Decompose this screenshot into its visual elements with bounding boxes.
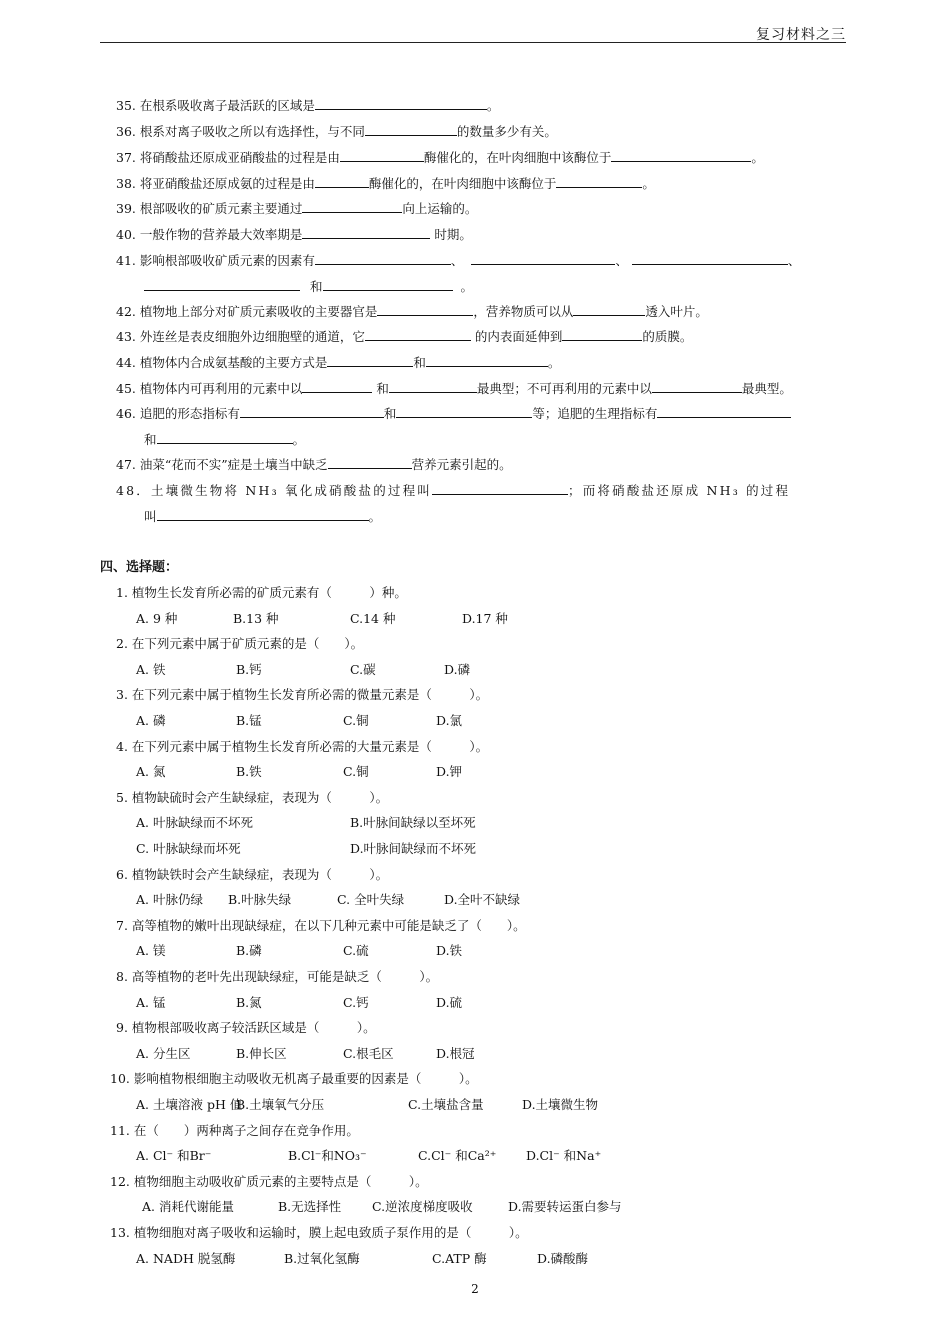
question-48-cont	[144, 507, 381, 525]
choice-question-12: 12. 植物细胞主动吸收矿质元素的主要特点是（ ）。	[110, 1173, 428, 1189]
choice-question-3: 3. 在下列元素中属于植物生长发育所必需的微量元素是（ ）。	[116, 687, 489, 703]
q43-text: 43. 外连丝是表皮细胞外边细胞壁的通道，它	[116, 329, 365, 344]
answer-blank	[365, 123, 457, 136]
option-a[interactable]: A. 分生区	[136, 1045, 191, 1061]
option-b[interactable]: B.锰	[236, 713, 262, 728]
answer-blank	[315, 175, 369, 188]
choice-question-9: 9. 植物根部吸收离子较活跃区域是（ ）。	[116, 1020, 376, 1036]
q38-mid: 酶催化的，在叶肉细胞中该酶位于	[368, 176, 557, 191]
option-d[interactable]: D.磷	[444, 661, 471, 677]
q39-text: 39. 根部吸收的矿质元素主要通过	[116, 201, 303, 216]
option-b[interactable]: B.铁	[236, 764, 262, 780]
q37-mid: 酶催化的，在叶肉细胞中该酶位于	[423, 150, 612, 165]
answer-blank	[365, 328, 471, 341]
q35-text: 35. 在根系吸收离子最活跃的区域是	[116, 98, 315, 113]
option-a[interactable]: A. 叶脉缺绿而不坏死	[136, 815, 253, 831]
q41-end: 。	[460, 279, 474, 294]
answer-blank	[562, 328, 642, 341]
option-a[interactable]: A. 铁	[136, 661, 166, 677]
question-40	[116, 225, 472, 243]
q45-end: 最典型。	[741, 381, 792, 396]
question-45	[116, 379, 792, 397]
question-36	[116, 122, 557, 140]
option-b[interactable]: B.过氧化氢酶	[284, 1250, 360, 1266]
q43-end: 的质膜。	[642, 329, 693, 344]
page-number: 2	[471, 1282, 479, 1296]
q48-end: 。	[368, 509, 382, 524]
q42-mid: ，营养物质可以从	[473, 304, 574, 319]
option-d[interactable]: D.硫	[436, 994, 463, 1010]
question-47	[116, 455, 512, 473]
choice-question-2: 2. 在下列元素中属于矿质元素的是（ ）。	[116, 636, 364, 652]
question-41-cont	[144, 277, 473, 295]
option-d[interactable]: D.土壤微生物	[522, 1097, 599, 1112]
option-c[interactable]: C.土壤盐含量	[408, 1097, 484, 1112]
option-d[interactable]: D.钾	[436, 764, 463, 780]
answer-blank	[302, 380, 372, 393]
answer-blank	[323, 278, 453, 291]
q44-end: 。	[547, 355, 561, 370]
option-c[interactable]: C.钙	[343, 994, 369, 1010]
q47-text: 47. 油菜“花而不实”症是土壤当中缺乏	[116, 457, 328, 472]
answer-blank	[157, 431, 293, 444]
q43-mid: 的内表面延伸到	[470, 329, 563, 344]
q46-end: 。	[292, 432, 306, 447]
q44-text: 44. 植物体内合成氨基酸的主要方式是	[116, 355, 328, 370]
option-d[interactable]: D.根冠	[436, 1045, 475, 1061]
option-a[interactable]: A. 消耗代谢能量	[142, 1199, 234, 1215]
option-b[interactable]: B.叶脉失绿	[228, 892, 292, 908]
answer-blank	[611, 149, 751, 162]
option-a[interactable]: A. 氮	[136, 764, 166, 780]
q40-text: 40. 一般作物的营养最大效率期是	[116, 227, 303, 242]
option-d[interactable]: D.叶脉间缺绿而不坏死	[350, 841, 477, 856]
question-37	[116, 148, 764, 166]
choice-question-11: 11. 在（ ）两种离子之间存在竞争作用。	[110, 1122, 359, 1138]
option-b[interactable]: B.伸长区	[236, 1045, 287, 1061]
option-b[interactable]: B.磷	[236, 943, 262, 959]
answer-blank	[556, 175, 642, 188]
option-a[interactable]: A. 9 种	[136, 610, 178, 626]
q40-end: 时期。	[430, 227, 472, 242]
question-46	[116, 404, 791, 422]
answer-blank	[315, 252, 451, 265]
option-c[interactable]: C.14 种	[350, 610, 396, 626]
option-d[interactable]: D.铁	[436, 943, 463, 959]
option-d[interactable]: D.全叶不缺绿	[444, 892, 521, 908]
running-header: 复习材料之三	[756, 27, 846, 43]
option-a[interactable]: A. 磷	[136, 713, 166, 728]
question-46-cont	[144, 430, 305, 448]
choice-question-5: 5. 植物缺硫时会产生缺绿症，表现为（ ）。	[116, 789, 389, 805]
q42-text: 42. 植物地上部分对矿质元素吸收的主要器官是	[116, 304, 378, 319]
choice-question-7: 7. 高等植物的嫩叶出现缺绿症，在以下几种元素中可能是缺乏了（ ）。	[116, 917, 526, 933]
q46-mid: 等；追肥的生理指标有	[532, 406, 658, 421]
option-a[interactable]: A. 镁	[136, 943, 166, 959]
choice-question-8: 8. 高等植物的老叶先出现缺绿症，可能是缺乏（ ）。	[116, 969, 439, 984]
q37-end: 。	[751, 150, 764, 165]
choice-question-6: 6. 植物缺铁时会产生缺绿症，表现为（ ）。	[116, 866, 389, 882]
option-d[interactable]: D.Cl⁻ 和Na⁺	[526, 1148, 602, 1164]
answer-blank	[327, 354, 413, 367]
choice-question-10: 10. 影响植物根细胞主动吸收无机离子最重要的因素是（ ）。	[110, 1071, 478, 1087]
option-b[interactable]: B.无选择性	[278, 1199, 342, 1215]
answer-blank	[302, 226, 430, 239]
q48-cont-text: 叫	[144, 509, 157, 524]
answer-blank	[389, 380, 477, 393]
q36-end: 的数量多少有关。	[456, 124, 557, 139]
option-b[interactable]: B.土壤氧气分压	[236, 1097, 325, 1112]
option-c[interactable]: C.ATP 酶	[432, 1250, 487, 1266]
answer-blank	[340, 149, 424, 162]
answer-blank	[396, 405, 532, 418]
option-a[interactable]: A. 锰	[136, 994, 166, 1010]
option-b[interactable]: B.13 种	[233, 610, 279, 626]
option-a[interactable]: A. Cl⁻ 和Br⁻	[136, 1148, 212, 1164]
option-b[interactable]: B.Cl⁻和NO₃⁻	[288, 1148, 367, 1164]
q37-text: 37. 将硝酸盐还原成亚硝酸盐的过程是由	[116, 150, 340, 165]
choice-question-4: 4. 在下列元素中属于植物生长发育所必需的大量元素是（ ）。	[116, 738, 489, 754]
question-44	[116, 353, 560, 371]
option-a[interactable]: A. 土壤溶液 pH 值	[136, 1097, 243, 1112]
question-48	[116, 481, 790, 499]
answer-blank	[302, 200, 402, 213]
answer-blank	[432, 482, 568, 495]
q36-text: 36. 根系对离子吸收之所以有选择性，与不同	[116, 124, 365, 139]
question-35	[116, 96, 499, 114]
q39-end: 向上运输的。	[402, 201, 478, 216]
q46-text: 46. 追肥的形态指标有	[116, 406, 240, 421]
q35-end: 。	[486, 98, 500, 113]
answer-blank	[573, 303, 645, 316]
section-title: 四、选择题：	[100, 560, 179, 575]
choice-question-1: 1. 植物生长发育所必需的矿质元素有（ ）种。	[116, 585, 407, 600]
question-42	[116, 302, 708, 320]
answer-blank	[144, 278, 300, 291]
q47-end: 营养元素引起的。	[411, 457, 512, 472]
option-c[interactable]: C.Cl⁻ 和Ca²⁺	[418, 1148, 497, 1164]
q45-mid1: 和	[372, 381, 389, 396]
q48-mid: ；而将硝酸盐还原成 NH₃ 的过程	[568, 483, 791, 498]
question-39	[116, 199, 477, 217]
header-rule	[100, 42, 846, 43]
q45-mid2: 最典型；不可再利用的元素中以	[476, 381, 652, 396]
option-c[interactable]: C.逆浓度梯度吸收	[372, 1199, 473, 1215]
q45-text: 45. 植物体内可再利用的元素中以	[116, 381, 303, 396]
question-38	[116, 174, 655, 192]
answer-blank	[328, 456, 412, 469]
option-b[interactable]: B.氮	[236, 994, 262, 1010]
answer-blank	[377, 303, 473, 316]
option-a[interactable]: A. NADH 脱氢酶	[136, 1250, 236, 1266]
answer-blank	[315, 97, 487, 110]
option-c[interactable]: C.硫	[343, 943, 369, 959]
q46-and2: 和	[144, 432, 157, 447]
choice-question-13: 13. 植物细胞对离子吸收和运输时，膜上起电致质子泵作用的是（ ）。	[110, 1225, 528, 1240]
option-d[interactable]: D.氯	[436, 713, 463, 728]
q38-end: 。	[642, 176, 655, 191]
option-d[interactable]: D.磷酸酶	[537, 1250, 589, 1266]
q46-and: 和	[383, 406, 397, 421]
question-43	[116, 327, 692, 345]
answer-blank	[632, 252, 788, 265]
q41-text: 41. 影响根部吸收矿质元素的因素有	[116, 253, 315, 268]
answer-blank	[652, 380, 742, 393]
option-c[interactable]: C.铜	[343, 713, 369, 728]
option-c[interactable]: C.根毛区	[343, 1045, 394, 1061]
option-b[interactable]: B.钙	[236, 661, 262, 677]
option-c[interactable]: C. 叶脉缺绿而坏死	[136, 841, 241, 856]
q41-sep: 、	[787, 253, 801, 268]
option-a[interactable]: A. 叶脉仍绿	[136, 892, 203, 908]
answer-blank	[240, 405, 384, 418]
option-c[interactable]: C. 全叶失绿	[337, 892, 405, 908]
q38-text: 38. 将亚硝酸盐还原成氨的过程是由	[116, 176, 315, 191]
option-d[interactable]: D.需要转运蛋白参与	[508, 1199, 622, 1215]
answer-blank	[157, 508, 369, 521]
q44-mid: 和	[413, 355, 426, 370]
q41-and: 和	[310, 279, 323, 294]
answer-blank	[426, 354, 548, 367]
q41-sep: 、	[450, 253, 464, 268]
answer-blank	[471, 252, 615, 265]
option-c[interactable]: C.铜	[343, 764, 369, 780]
q41-sep: 、	[615, 253, 628, 268]
option-d[interactable]: D.17 种	[462, 610, 508, 626]
q42-end: 透入叶片。	[645, 304, 708, 319]
question-41	[116, 251, 800, 269]
option-b[interactable]: B.叶脉间缺绿以至坏死	[350, 815, 476, 831]
q48-text: 48．土壤微生物将 NH₃ 氧化成硝酸盐的过程叫	[116, 483, 433, 498]
answer-blank	[657, 405, 791, 418]
option-c[interactable]: C.碳	[350, 661, 376, 677]
